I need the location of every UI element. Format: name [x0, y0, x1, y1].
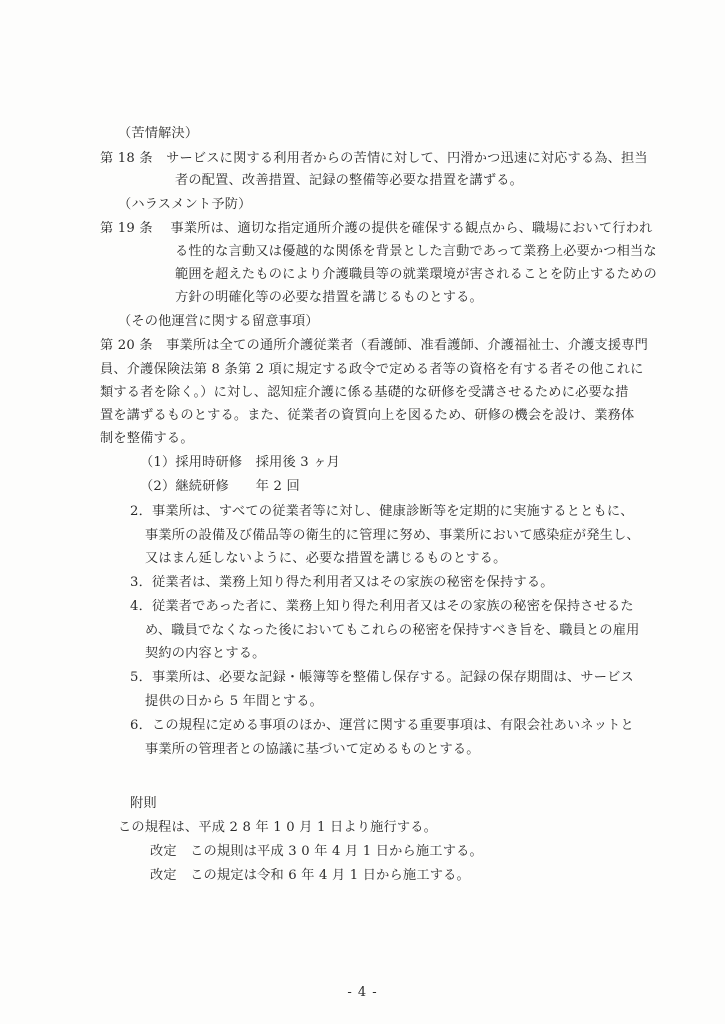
article-20-line-5: 制を整備する。: [100, 431, 194, 446]
item-4-line-1: 4．従業者であった者に、業務上知り得た利用者又はその家族の秘密を保持させるた: [130, 599, 634, 614]
training-item-2: （2）継続研修 年 2 回: [140, 479, 300, 494]
article-20-line-2: 員、介護保険法第 8 条第 2 項に規定する政令で定める者等の資格を有する者その他これに: [100, 362, 644, 377]
item-6-line-1: 6．この規程に定める事項のほか、運営に関する重要事項は、有限会社あいネットと: [130, 718, 634, 733]
item-2-line-3: 又はまん延しないように、必要な措置を講じるものとする。: [145, 551, 507, 566]
heading-harassment-prevention: （ハラスメント予防）: [118, 197, 252, 212]
heading-complaint-resolution: （苦情解決）: [118, 126, 199, 141]
item-5-line-1: 5．事業所は、必要な記録・帳簿等を整備し保存する。記録の保存期間は、サービス: [130, 670, 634, 685]
article-19-line-3: 範囲を超えたものにより介護職員等の就業環境が害されることを防止するための: [175, 267, 657, 282]
supplementary-provisions-heading: 附則: [130, 796, 157, 811]
article-20-line-1: 第 20 条 事業所は全ての通所介護従業者（看護師、准看護師、介護福祉士、介護支援専門: [100, 338, 649, 353]
heading-other-operations: （その他運営に関する留意事項）: [118, 314, 319, 329]
item-2-line-2: 事業所の設備及び備品等の衛生的に管理に努め、事業所において感染症が発生し、: [145, 528, 640, 543]
enforcement-line: この規程は、平成 2 8 年 1 0 月 1 日より施行する。: [118, 820, 438, 835]
article-19-line-1: 第 19 条 事業所は、適切な指定通所介護の提供を確保する観点から、職場において行われ: [100, 221, 653, 236]
item-4-line-3: 契約の内容とする。: [145, 646, 266, 661]
item-5-line-2: 提供の日から 5 年間とする。: [145, 694, 324, 709]
article-19-line-4: 方針の明確化等の必要な措置を講じるものとする。: [175, 290, 483, 305]
training-item-1: （1）採用時研修 採用後 3 ヶ月: [140, 455, 341, 470]
article-18-line-1: 第 18 条 サービスに関する利用者からの苦情に対して、円滑かつ迅速に対応する為、担当: [100, 151, 648, 166]
item-3-line-1: 3．従業者は、業務上知り得た利用者又はその家族の秘密を保持する。: [130, 575, 554, 590]
article-20-line-3: 類する者を除く。）に対し、認知症介護に係る基礎的な研修を受講させるために必要な措: [100, 385, 629, 400]
item-6-line-2: 事業所の管理者との協議に基づいて定めるものとする。: [145, 742, 480, 757]
page-number: - 4 -: [347, 985, 378, 1000]
article-20-line-4: 置を講ずるものとする。また、従業者の資質向上を図るため、研修の機会を設け、業務体: [100, 408, 635, 423]
item-2-line-1: 2．事業所は、すべての従業者等に対し、健康診断等を定期的に実施するとともに、: [130, 504, 634, 519]
article-18-line-2: 者の配置、改善措置、記録の整備等必要な措置を講ずる。: [175, 173, 524, 188]
article-19-line-2: る性的な言動又は優越的な関係を背景とした言動であって業務上必要かつ相当な: [175, 244, 657, 259]
revision-line-1: 改定 この規則は平成 3 0 年 4 月 1 日から施工する。: [150, 844, 483, 859]
item-4-line-2: め、職員でなくなった後においてもこれらの秘密を保持すべき旨を、職員との雇用: [145, 623, 640, 638]
revision-line-2: 改定 この規定は令和 6 年 4 月 1 日から施工する。: [150, 868, 470, 883]
